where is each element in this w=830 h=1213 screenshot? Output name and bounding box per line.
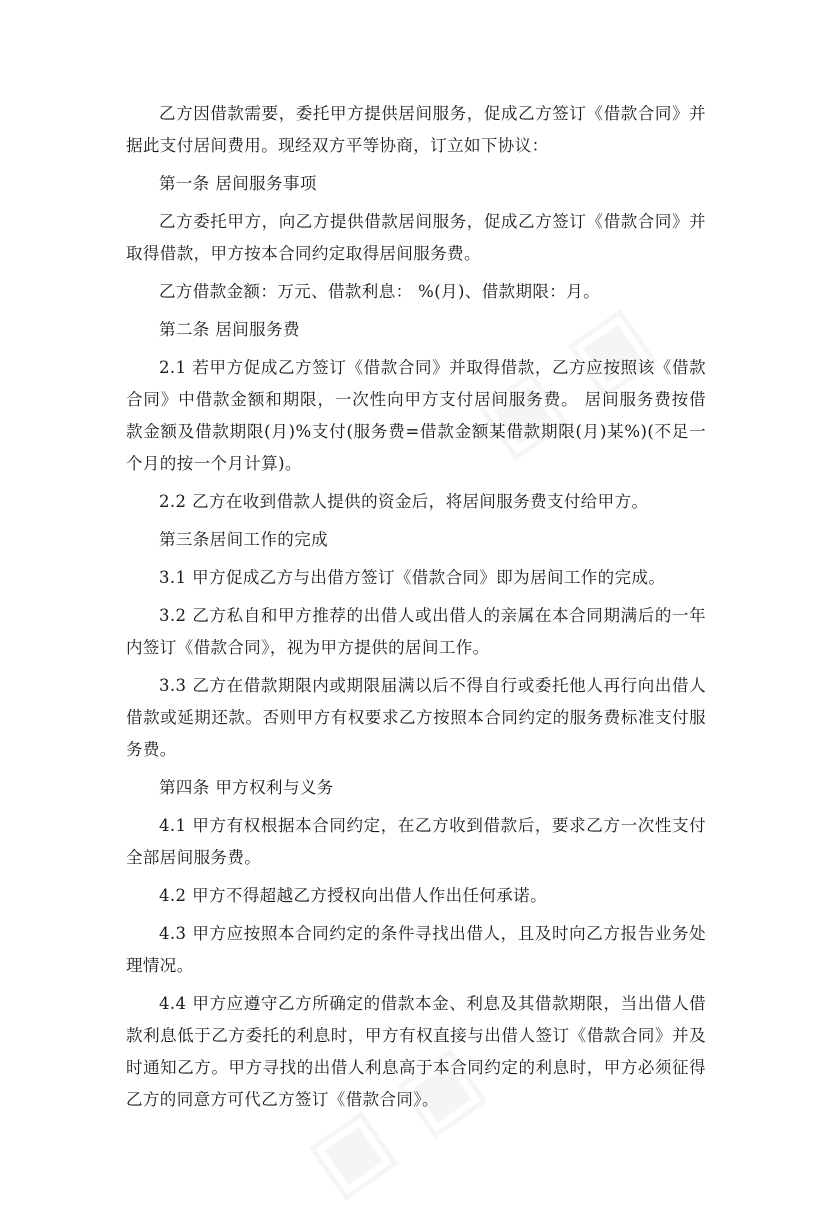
clause-paragraph: 3.1 甲方促成乙方与出借方签订《借款合同》即为居间工作的完成。 (159, 568, 666, 587)
clause-paragraph: 2.2 乙方在收到借款人提供的资金后，将居间服务费支付给甲方。 (159, 492, 649, 511)
section-heading: 第一条 居间服务事项 (159, 174, 317, 193)
clause-paragraph: 乙方借款金额：万元、借款利息： %(月)、借款期限：月。 (159, 282, 600, 301)
section-heading: 第三条居间工作的完成 (159, 530, 328, 549)
section-heading: 第二条 居间服务费 (159, 320, 300, 339)
clause-paragraph: 2.1 若甲方促成乙方签订《借款合同》并取得借款，乙方应按照该《借款合同》中借款金额和期限，一次性向甲方支付居间服务费。 居间服务费按借款金额及借款期限(月)%支付(服务费=借款金额某借款期限(月)某%)(不足一个月的按一个月计算)。 (126, 358, 706, 473)
clause-paragraph: 4.3 甲方应按照本合同约定的条件寻找出借人，且及时向乙方报告业务处理情况。 (126, 924, 706, 975)
intro-paragraph: 乙方因借款需要，委托甲方提供居间服务，促成乙方签订《借款合同》并据此支付居间费用。现经双方平等协商，订立如下协议： (126, 104, 706, 155)
clause-paragraph: 4.2 甲方不得超越乙方授权向出借人作出任何承诺。 (159, 886, 547, 905)
clause-paragraph: 3.3 乙方在借款期限内或期限届满以后不得自行或委托他人再行向出借人借款或延期还款。否则甲方有权要求乙方按照本合同约定的服务费标准支付服务费。 (126, 676, 706, 759)
section-heading: 第四条 甲方权利与义务 (159, 778, 334, 797)
document-body (126, 98, 706, 1116)
clause-paragraph: 乙方委托甲方，向乙方提供借款居间服务，促成乙方签订《借款合同》并取得借款，甲方按本合同约定取得居间服务费。 (126, 212, 706, 263)
clause-paragraph: 4.4 甲方应遵守乙方所确定的借款本金、利息及其借款期限，当出借人借款利息低于乙方委托的利息时，甲方有权直接与出借人签订《借款合同》并及时通知乙方。甲方寻找的出借人利息高于本合同约定的利息时，甲方必须征得乙方的同意方可代乙方签订《借款合同》。 (126, 994, 706, 1109)
clause-paragraph: 3.2 乙方私自和甲方推荐的出借人或出借人的亲属在本合同期满后的一年内签订《借款合同》，视为甲方提供的居间工作。 (126, 606, 706, 657)
clause-paragraph: 4.1 甲方有权根据本合同约定，在乙方收到借款后，要求乙方一次性支付全部居间服务费。 (126, 816, 706, 867)
